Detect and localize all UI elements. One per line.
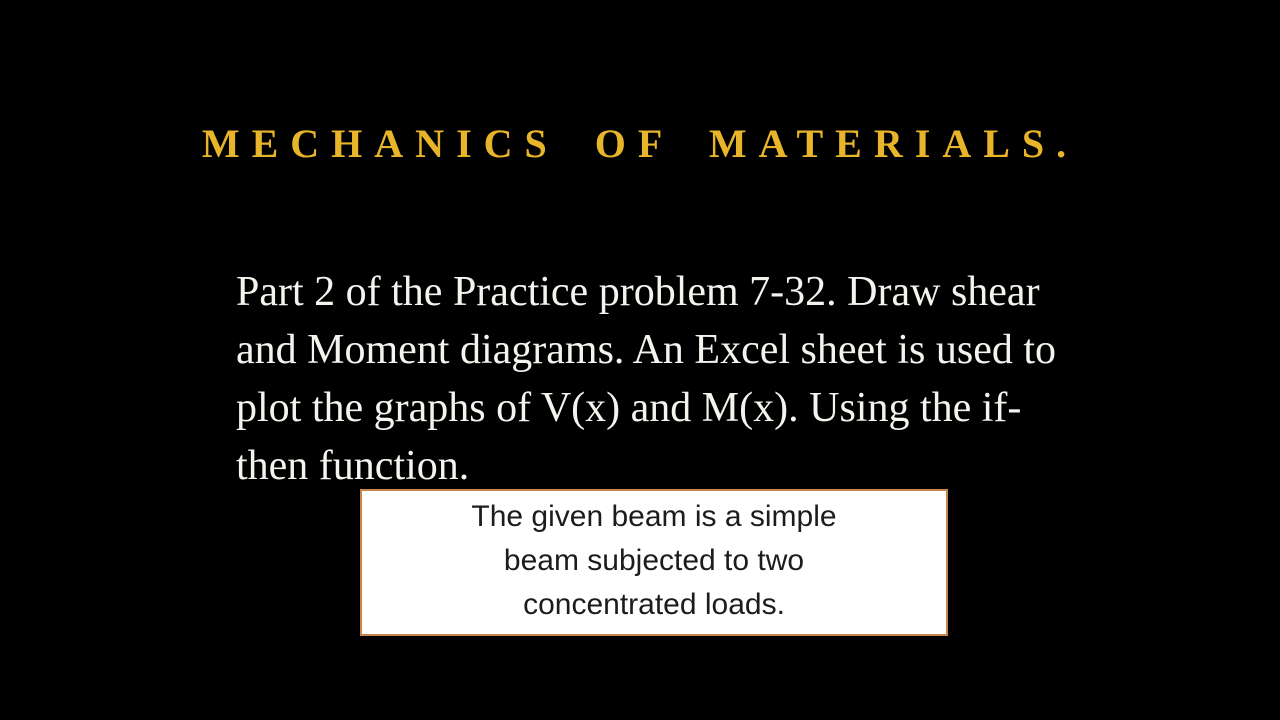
body-line: then function. xyxy=(236,443,470,489)
body-line: and Moment diagrams. An Excel sheet is used to xyxy=(236,327,1057,373)
body-line: plot the graphs of V(x) and M(x). Using the if- xyxy=(236,385,1022,431)
body-line: Part 2 of the Practice problem 7-32. Draw shear xyxy=(236,269,1040,315)
callout-line: The given beam is a simple xyxy=(471,500,837,533)
callout-box xyxy=(360,489,948,636)
callout-line: beam subjected to two xyxy=(503,544,805,577)
body-paragraph xyxy=(236,263,1216,495)
callout-line: concentrated loads. xyxy=(523,588,785,621)
slide-title: MECHANICS OF MATERIALS. xyxy=(201,121,1079,166)
